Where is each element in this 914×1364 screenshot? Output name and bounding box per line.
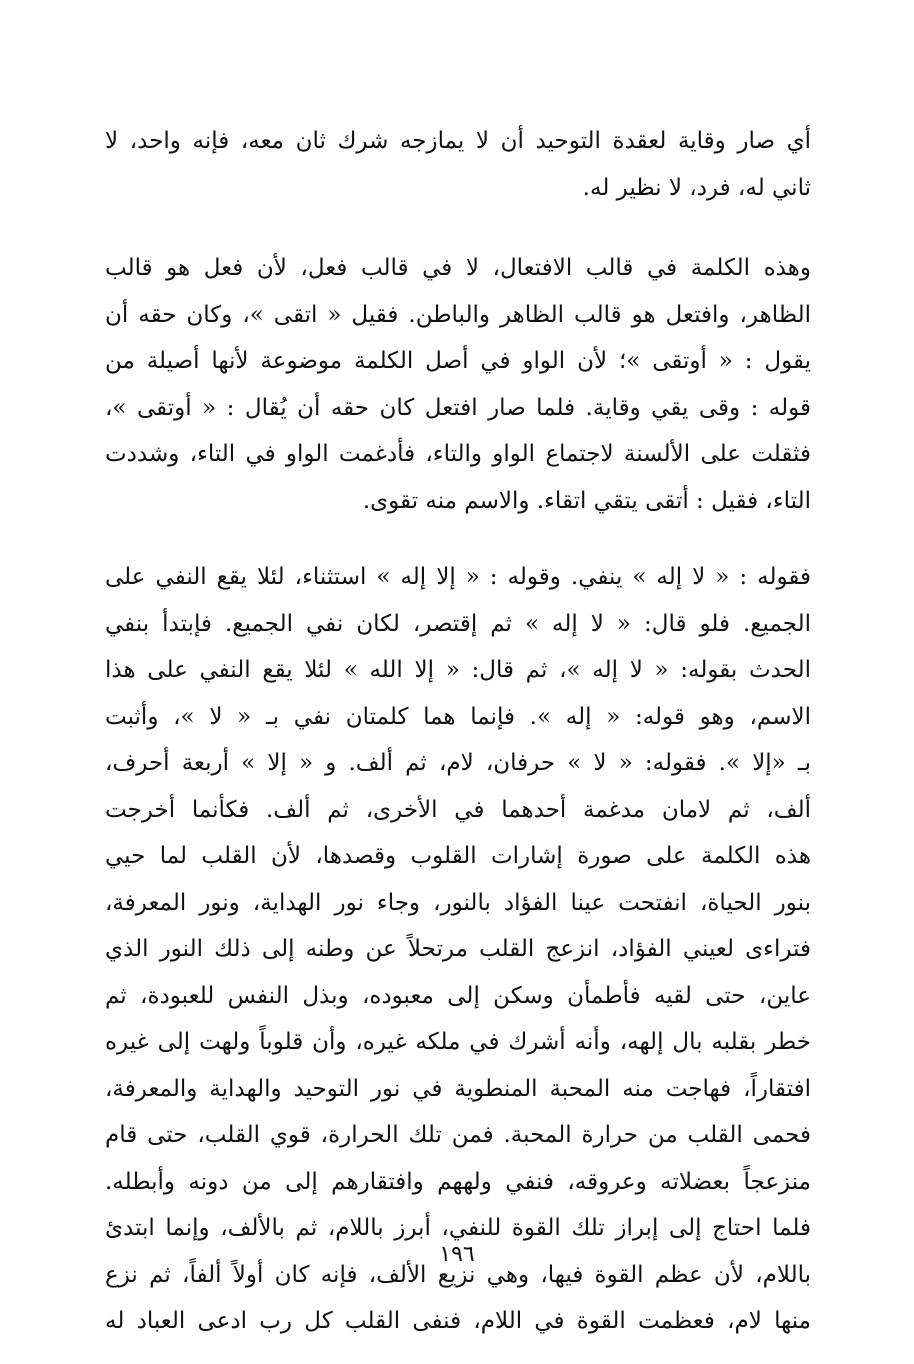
text-line: هذه الكلمة على صورة إشارات القلوب وقصدها، لأن القلب لما حيي (105, 843, 811, 869)
page-body (105, 118, 811, 1345)
text-line: الجميع. فلو قال: « لا إله » ثم إقتصر، لكان نفي الجميع. فإبتدأ بنفي (105, 610, 811, 637)
text-line: التاء، فقيل : أتقى يتقي اتقاء. والاسم منه تقوى. (362, 487, 811, 514)
text-line: فثقلت على الألسنة لاجتماع الواو والتاء، فأدغمت الواو في التاء، وشددت (105, 441, 811, 467)
text-line: منزعجاً بعضلاته وعروقه، فنفي ولههم وافتقارهم إلى من دونه وأبطله. (105, 1168, 811, 1195)
text-line: منها لام، فعظمت القوة في اللام، فنفى القلب كل رب ادعى العباد له (105, 1308, 811, 1334)
text-line: الحدث بقوله: « لا إله »، ثم قال: « إلا الله » لئلا يقع النفي على هذا (105, 657, 811, 683)
text-line: فحمى القلب من حرارة المحبة. فمن تلك الحرارة، قوي القلب، حتى قام (105, 1122, 811, 1148)
text-line: ثاني له، فرد، لا نظير له. (582, 174, 811, 201)
text-line: بنور الحياة، انفتحت عينا الفؤاد بالنور، وجاء نور الهداية، ونور المعرفة، (105, 889, 811, 916)
text-line: فلما احتاج إلى إبراز تلك القوة للنفي، أبرز باللام، ثم بالألف، وإنما ابتدئ (105, 1215, 811, 1241)
text-line: الظاهر، وافتعل هو قالب الظاهر والباطن. فقيل « اتقى »، وكان حقه أن (105, 301, 811, 328)
paragraph-2 (105, 245, 811, 524)
text-line: ألف، ثم لامان مدغمة أحدهما في الأخرى، ثم ألف. فكأنما أخرجت (105, 796, 811, 823)
text-line: الاسم، وهو قوله: « إله ». فإنما هما كلمتان نفي بـ « لا »، وأثبت (105, 703, 811, 730)
text-line: يقول : « أوتقى »؛ لأن الواو في أصل الكلمة موضوعة لأنها أصيلة من (105, 348, 811, 374)
text-line: خطر بقلبه بال إلهه، وأنه أشرك في ملكه غيره، وأن قلوباً ولهت إلى غيره (105, 1029, 811, 1055)
text-line: وهذه الكلمة في قالب الافتعال، لا في قالب فعل، لأن فعل هو قالب (105, 255, 811, 281)
text-line: بـ «إلا ». فقوله: « لا » حرفان، لام، ثم ألف. و « إلا » أربعة أحرف، (105, 750, 811, 776)
text-line: فتراءى لعيني الفؤاد، انزعج القلب مرتحلاً عن وطنه إلى ذلك النور الذي (105, 936, 811, 962)
text-line: عاين، حتى لقيه فأطمأن وسكن إلى معبوده، وبذل النفس للعبودة، ثم (105, 982, 811, 1009)
paragraph-1 (105, 118, 811, 211)
text-line: قوله : وقى يقي وقاية. فلما صار افتعل كان حقه أن يُقال : « أوتقى »، (105, 394, 811, 421)
paragraph-3 (105, 554, 811, 1345)
text-line: افتقاراً، فهاجت منه المحبة المنطوية في نور التوحيد والهداية والمعرفة، (105, 1075, 811, 1102)
page-number: ١٩٦ (439, 1242, 475, 1267)
text-line: باللام، لأن عظم القوة فيها، وهي نزيع الألف، فإنه كان أولاً ألفاً، ثم نزع (105, 1261, 811, 1288)
text-line: فقوله : « لا إله » ينفي. وقوله : « إلا إله » استثناء، لئلا يقع النفي على (105, 564, 811, 590)
text-line: أي صار وقاية لعقدة التوحيد أن لا يمازجه شرك ثان معه، فإنه واحد، لا (105, 128, 811, 154)
